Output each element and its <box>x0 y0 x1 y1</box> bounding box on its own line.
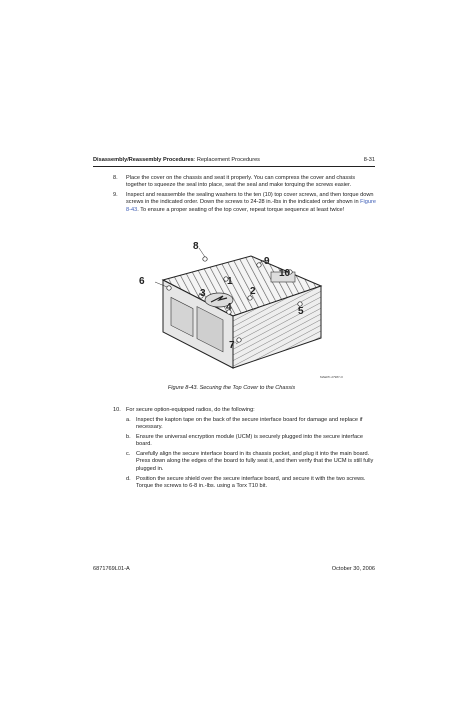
substep-letter: d. <box>126 476 131 482</box>
substep-letter: a. <box>126 417 131 423</box>
step-number: 9. <box>113 192 118 198</box>
section-subtitle: : Replacement Procedures <box>193 157 260 163</box>
step-text-part: . To ensure a proper seating of the top cover, repeat torque sequence at least twice! <box>137 206 345 213</box>
radio-chassis-illustration <box>133 238 344 384</box>
page-number: 8-31 <box>363 157 375 163</box>
header-rule <box>93 166 375 167</box>
step-text <box>126 192 376 214</box>
callout-5: 5 <box>298 306 304 317</box>
step-number: 10. <box>113 407 121 413</box>
publication-date: October 30, 2006 <box>331 566 375 572</box>
substep-letter: b. <box>126 434 131 440</box>
figure-code: MAEPF-27987-O <box>320 375 344 379</box>
callout-4: 4 <box>226 302 232 313</box>
substep-text: Ensure the universal encryption module (UCM) is securely plugged into the secure interface board. <box>136 434 363 448</box>
substep-text: Inspect the kapton tape on the back of the secure interface board for damage and replace if necessary. <box>136 417 363 431</box>
callout-9: 9 <box>264 256 270 267</box>
callout-6: 6 <box>139 276 145 287</box>
step-text: Place the cover on the chassis and seat it properly. You can compress the cover and chassis together to squeeze the seal into place, seat the seal and make torquing the screws easier. <box>126 175 356 189</box>
step-text-part: Inspect and reassemble the sealing washers to the ten (10) top cover screws, and then torque down screws in the indicated order. Down the screws to 24-28 in.-lbs in the indicated order shown in <box>126 192 374 206</box>
figure-link[interactable]: Figure 8-43 <box>126 199 376 213</box>
substep-letter: c. <box>126 451 131 457</box>
document-number: 6871769L01-A <box>93 566 130 572</box>
substep-text: Position the secure shield over the secure interface board, and secure it with the two screws. Torque the screws to 6-8 in.-lbs. using a Torx T10 bit. <box>136 476 366 490</box>
step-text: For secure option-equipped radios, do the following: <box>126 407 255 413</box>
callout-8: 8 <box>193 241 199 252</box>
section-title: Disassembly/Reassembly Procedures <box>93 157 194 163</box>
figure-caption: Figure 8-43. Securing the Top Cover to the Chassis <box>167 385 296 391</box>
page-header <box>93 157 375 164</box>
callout-2: 2 <box>250 286 256 297</box>
callout-3: 3 <box>200 288 206 299</box>
page-footer <box>93 566 375 573</box>
callout-10: 10 <box>279 268 291 279</box>
substep-text: Carefully align the secure interface board in its chassis pocket, and plug it into the main board. Press down along the edges of the board to fully seat it, and then verify that the UCM is still fully plugged in. <box>136 451 374 472</box>
step-number: 8. <box>113 175 118 181</box>
callout-7: 7 <box>229 340 235 351</box>
callout-1: 1 <box>227 276 233 287</box>
